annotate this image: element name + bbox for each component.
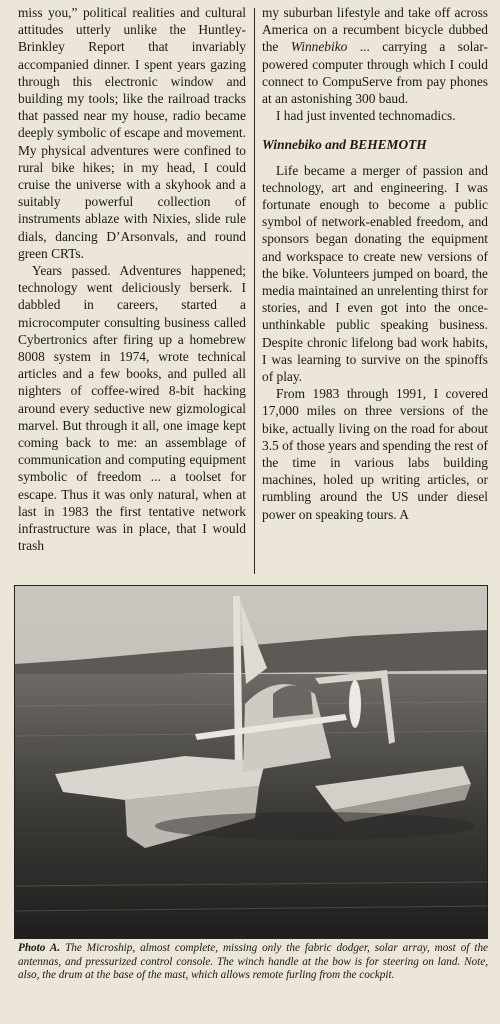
paragraph: I had just invented technomadics. — [276, 108, 456, 124]
paragraph: Years passed. Adventures happened; technology went deliciously berserk. I dabbled in careers, started a microcomputer consulting business called Cybertronics after firing up a homebrew 8008 system in 1974, wrote technical articles and a few books, and pulled all nighters of coffee-wired 8-bit hacking around every seductive new gizmological marvel. But through it all, one image kept coming back to me: an assemblage of communication and computing equipment symbolic of freedom ... a toolset for escape. Thus it was only natural, when at last in 1983 the first tentative network infrastructure was in place, that I would trash — [18, 263, 246, 554]
caption-text: The Microship, almost complete, missing only the fabric dodger, solar array, most of the antennas, and pressurized control console. The winch handle at the bow is for steering on land. Note, also, the drum at the base of the mast, which allows remote furling from the cockpit. — [18, 942, 488, 982]
section-heading — [262, 136, 488, 153]
text-run: my suburban lifestyle and take off across America on a recumbent bicycle dubbed the — [262, 5, 488, 55]
microship-photo — [14, 585, 488, 939]
caption-label: Photo A. — [18, 942, 61, 954]
heading-part: BEHEMOTH — [349, 137, 427, 153]
paragraph: From 1983 through 1991, I covered 17,000 miles on three versions of the bike, actually living on the road for about 3.5 of those years and spending the rest of the time in various labs building machines, holed up writing articles, or rumbling around the US under diesel power on speaking tours. A — [262, 386, 488, 522]
text-run: ... carrying a solar-powered computer through which I could connect to CompuServe from pay phones at an astonishing 300 baud. — [262, 39, 488, 107]
paragraph: Life became a merger of passion and technology, art and engineering. I was fortunate enough to become a public symbol of network-enabled freedom, and sponsors began donating the equipment and workspace to create new versions of the bike. Volunteers jumped on board, the media maintained an unrelenting thirst for stories, and I even got into the once-unthinkable public speaking business. Despite chronic lifelong bad work habits, I was learning to survive on the spinoffs of play. — [262, 162, 488, 385]
heading-part: and — [321, 137, 350, 153]
right-column — [262, 4, 488, 523]
boat-image — [15, 586, 487, 938]
heading-part: Winnebiko — [262, 137, 322, 153]
paragraph — [262, 4, 488, 107]
left-column — [18, 4, 246, 555]
column-divider — [254, 8, 255, 574]
photo-caption — [18, 942, 488, 983]
paragraph: miss you,” political realities and cultural attitudes utterly unlike the Huntley-Brinkley Report that invariably accompanied dinner. I spent years gazing through this electronic window and building my tools; like the railroad tracks that passed near my house, radio became deeply symbolic of escape and movement. My physical adventures were confined to rural bike hikes; in my head, I could cruise the universe with a skyhook and a suitably powerful collection of instruments ablaze with Nixies, slide rule dials, dancing D’Arsonvals, and round green CRTs. — [18, 5, 246, 261]
emphasis-text: Winnebiko — [290, 39, 348, 55]
